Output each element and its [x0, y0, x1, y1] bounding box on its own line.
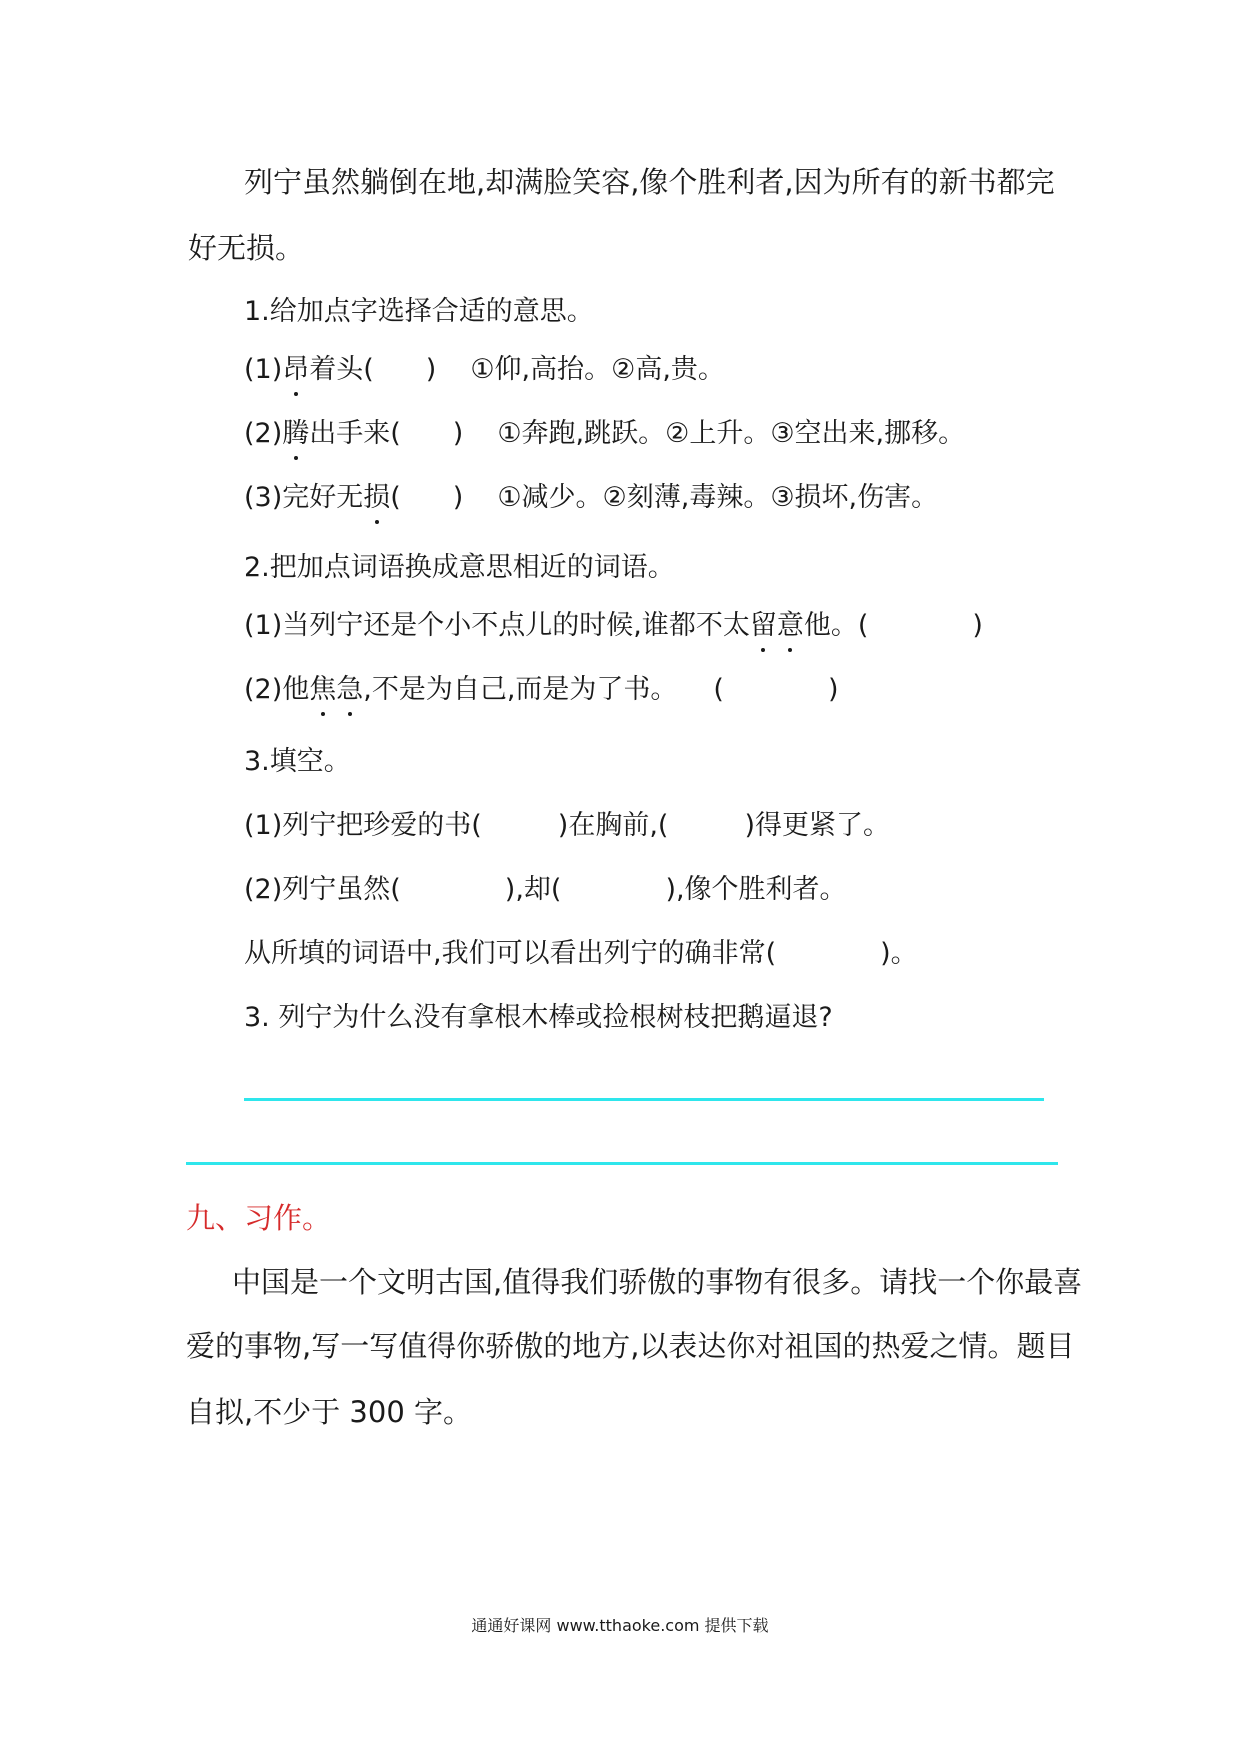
essay-prompt-line-3: 自拟,不少于 300 字。 — [186, 1395, 473, 1429]
section-title: 九、习作。 — [186, 1201, 332, 1235]
dotted-char: 损 — [363, 478, 390, 518]
dotted-char: 急 — [336, 670, 363, 710]
dotted-char: 焦 — [309, 670, 336, 710]
q2-sentence-2: (2)他焦急,不是为自己,而是为了书。 ( ) — [244, 670, 839, 710]
passage-line-2: 好无损。 — [188, 231, 305, 265]
dotted-char: 腾 — [282, 414, 309, 454]
dotted-char: 昂 — [282, 350, 309, 390]
q3-title: 3.填空。 — [244, 746, 351, 777]
essay-prompt-line-2: 爱的事物,写一写值得你骄傲的地方,以表达你对祖国的热爱之情。题目 — [186, 1329, 1075, 1363]
q2-sentence-1: (1)当列宁还是个小不点儿的时候,谁都不太留意他。( ) — [244, 606, 983, 646]
footer-credit: 通通好课网 www.tthaoke.com 提供下载 — [471, 1616, 769, 1635]
dotted-char: 意 — [777, 606, 804, 646]
answer-line-1[interactable] — [244, 1098, 1044, 1101]
answer-line-2[interactable] — [186, 1162, 1058, 1165]
q1-item-1: (1)昂着头( ) ①仰,高抬。②高,贵。 — [244, 350, 725, 390]
q2-title: 2.把加点词语换成意思相近的词语。 — [244, 552, 675, 583]
q3-conclusion: 从所填的词语中,我们可以看出列宁的确非常( )。 — [244, 938, 918, 969]
q1-item-3: (3)完好无损( ) ①减少。②刻薄,毒辣。③损坏,伤害。 — [244, 478, 938, 518]
q4-title: 3. 列宁为什么没有拿根木棒或捡根树枝把鹅逼退? — [244, 1002, 833, 1033]
q3-sentence-2: (2)列宁虽然( ),却( ),像个胜利者。 — [244, 874, 847, 905]
essay-prompt-line-1: 中国是一个文明古国,值得我们骄傲的事物有很多。请找一个你最喜 — [232, 1265, 1083, 1299]
q1-item-2: (2)腾出手来( ) ①奔跑,跳跃。②上升。③空出来,挪移。 — [244, 414, 965, 454]
q3-sentence-1: (1)列宁把珍爱的书( )在胸前,( )得更紧了。 — [244, 810, 890, 841]
dotted-char: 留 — [750, 606, 777, 646]
q1-title: 1.给加点字选择合适的意思。 — [244, 296, 594, 327]
passage-line-1: 列宁虽然躺倒在地,却满脸笑容,像个胜利者,因为所有的新书都完 — [244, 165, 1055, 199]
